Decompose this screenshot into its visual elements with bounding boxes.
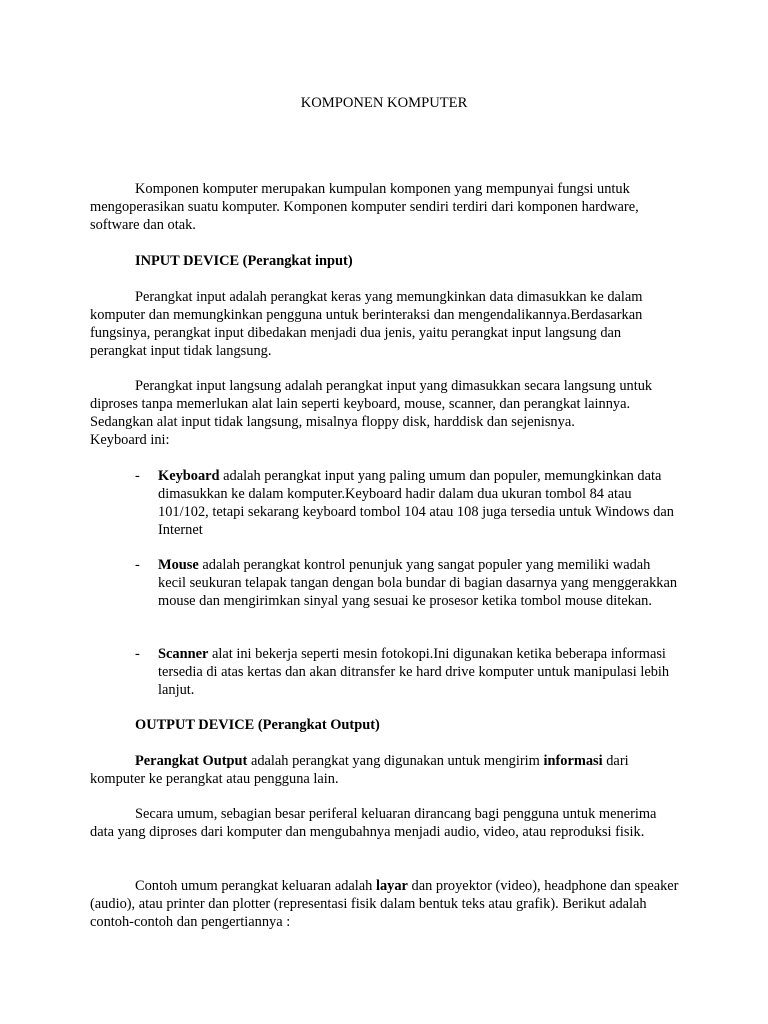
bullet-dash: - [135,557,140,573]
bullet-term: Mouse [158,557,199,573]
output-paragraph-1: Perangkat Output adalah perangkat yang digunakan untuk mengirim informasi dari komputer ke perangkat atau pengguna lain. [90,753,629,787]
bullet-text: adalah perangkat kontrol penunjuk yang sangat populer yang memiliki wadah kecil seukuran telapak tangan dengan bola bundar di bagian dasarnya yang menggerakkan mouse dan mengirimkan sinyal yang sesuai ke prosesor ketika tombol mouse ditekan. [158,557,678,609]
page-title: KOMPONEN KOMPUTER [300,95,468,111]
input-paragraph-2: Perangkat input langsung adalah perangkat input yang dimasukkan secara langsung untuk diproses tanpa memerlukan alat lain seperti keyboard, mouse, scanner, dan perangkat lainnya. Sedangkan alat input tidak langsung, misalnya floppy disk, harddisk dan sejenisnya. Keyboard ini: [90,377,680,449]
bullet-dash: - [135,468,140,484]
bullet-dash: - [135,646,140,662]
bullet-term: Scanner [158,646,209,662]
list-item-mouse [90,556,680,610]
bullet-text: adalah perangkat input yang paling umum dan populer, memungkinkan data dimasukkan ke dalam komputer.Keyboard hadir dalam dua ukuran tombol 84 atau 101/102, tetapi sekarang keyboard tombol 104 atau 108 juga tersedia untuk Windows dan Internet [158,468,674,538]
output-paragraph-2: Secara umum, sebagian besar periferal keluaran dirancang bagi pengguna untuk menerima data yang diproses dari komputer dan mengubahnya menjadi audio, video, atau reproduksi fisik. [90,806,657,840]
output-heading: OUTPUT DEVICE (Perangkat Output) [135,717,380,733]
output-paragraph-3: Contoh umum perangkat keluaran adalah layar dan proyektor (video), headphone dan speaker (audio), atau printer dan plotter (representasi fisik dalam bentuk teks atau grafik). Berikut adalah contoh-contoh dan pengertiannya : [90,878,679,930]
input-paragraph-1: Perangkat input adalah perangkat keras yang memungkinkan data dimasukkan ke dalam komputer dan memungkinkan pengguna untuk berinteraksi dan mengendalikannya.Berdasarkan fungsinya, perangkat input dibedakan menjadi dua jenis, yaitu perangkat input langsung dan perangkat input tidak langsung. [90,289,643,359]
bullet-text: alat ini bekerja seperti mesin fotokopi.Ini digunakan ketika beberapa informasi tersedia di atas kertas dan akan ditransfer ke hard drive komputer untuk manipulasi lebih lanjut. [158,646,670,698]
input-heading: INPUT DEVICE (Perangkat input) [135,253,353,269]
input-paragraph-2-tail: Keyboard ini: [90,432,170,448]
list-item-scanner [90,645,680,699]
intro-paragraph: Komponen komputer merupakan kumpulan komponen yang mempunyai fungsi untuk mengoperasikan suatu komputer. Komponen komputer sendiri terdiri dari komponen hardware, software dan otak. [90,181,639,233]
bullet-term: Keyboard [158,468,220,484]
list-item-keyboard [90,467,680,539]
